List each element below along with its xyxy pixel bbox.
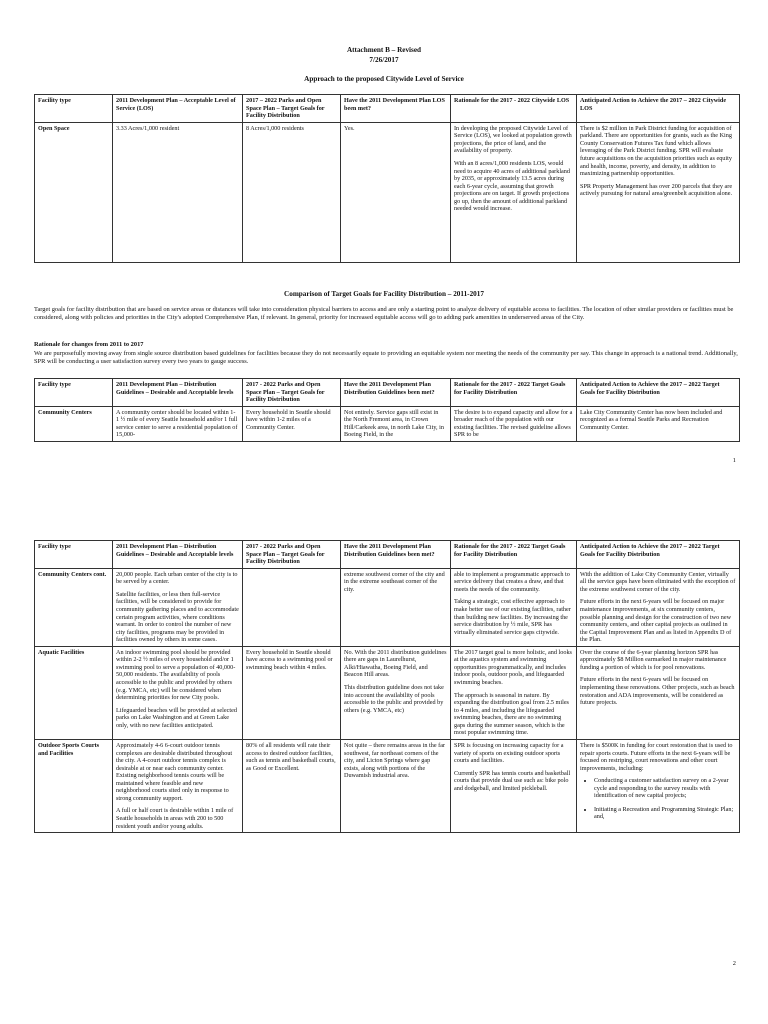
cell-paragraph: Currently SPR has tennis courts and basketball courts that provide dual use such as: bike polo and dodgeball, and limited pickleball. — [454, 769, 571, 792]
cell-met — [341, 646, 451, 739]
action-paragraph: There is $2 million in Park District funding for acquisition of parkland. There are opportunities for grants, such as the King County Conservation Futures Tax fund which allows leveraging of the Park District funding. SPR will evaluate future acquisitions on the acquisition priorities such as equity and health, income, poverty, and density, in addition to maximizing partnership opportunities. — [580, 124, 732, 178]
table-row — [35, 122, 740, 262]
cell-paragraph: able to implement a programmatic approach to service delivery that creates a draw, and that meets the needs of the community. — [454, 570, 570, 593]
cell-2011-guideline — [113, 739, 243, 832]
header-rationale: Rationale for the 2017 - 2022 Target Goals for Facility Distribution — [451, 541, 577, 569]
los-table — [34, 94, 740, 263]
list-item: • Initiating a Recreation and Programming Strategic Plan; and, — [594, 806, 736, 821]
cell-paragraph: An indoor swimming pool should be provided within 2-2 ½ miles of every household and/or 1 swimming pool to serve a population of 40,000-50,000 residents. The availability of pools accessible to the public and provided by others (e.g. YMCA, etc) will be considered when determining priorities for new City pools. — [116, 648, 236, 702]
cell-action — [577, 646, 740, 739]
cell-met: Not entirely. Service gaps still exist in the North Fremont area, in Crown Hill/Carkeek area, in north Lake City, in Boeing Field, in the — [341, 406, 451, 441]
cell-rationale — [451, 739, 577, 832]
header-2011-guidelines: 2011 Development Plan – Distribution Guidelines – Desirable and Acceptable levels — [113, 379, 243, 407]
cell-met: Yes. — [341, 122, 451, 262]
cell-action — [577, 122, 740, 262]
cell-2017-target — [243, 568, 341, 646]
cell-paragraph: 20,000 people. Each urban center of the city is to be served by a center. — [116, 570, 238, 586]
cell-2011-los: 3.33 Acres/1,000 resident — [113, 122, 243, 262]
cell-rationale — [451, 122, 577, 262]
table-header-row — [35, 541, 740, 569]
cell-rationale: The desire is to expand capacity and allow for a broader reach of the population with our existing facilities. The revised guideline allows SPR to be — [451, 406, 577, 441]
distribution-table-continued — [34, 540, 740, 833]
cell-paragraph: The approach is seasonal in nature. By expanding the distribution goal from 2.5 miles to 4 miles, and including the lifeguarded swimming beaches, there are no swimming gaps during the summer season, which is the most popular swimming time. — [454, 691, 569, 737]
header-2017-target: 2017 – 2022 Parks and Open Space Plan – Target Goals for Facility Distribution — [243, 95, 341, 123]
cell-2017-target: 8 Acres/1,000 residents — [243, 122, 341, 262]
cell-action: Lake City Community Center has now been included and recognized as a formal Seattle Parks and Recreation Community Center. — [577, 406, 740, 441]
attachment-title: Attachment B – Revised — [346, 46, 422, 54]
header-2017-target: 2017 - 2022 Parks and Open Space Plan – Target Goals for Facility Distribution — [243, 541, 341, 569]
header-action: Anticipated Action to Achieve the 2017 – 2022 Target Goals for Facility Distribution — [577, 541, 740, 569]
cell-2017-target: Every household in Seattle should have within 1-2 miles of a Community Center. — [243, 406, 341, 441]
cell-2011-guideline: A community center should be located within 1- 1 ½ mile of every Seattle household and/or 1 full service center to serve a residential population of 15,000- — [113, 406, 243, 441]
los-section-title: Approach to the proposed Citywide Level of Service — [304, 75, 464, 83]
action-paragraph: SPR Property Management has over 200 parcels that they are actively pursuing for natural area/greenbelt acquisition alone. — [580, 182, 733, 198]
cell-2011-guideline — [113, 568, 243, 646]
header-met: Have the 2011 Development Plan Distribution Guidelines been met? — [341, 541, 451, 569]
header-2011-los: 2011 Development Plan – Acceptable Level of Service (LOS) — [113, 95, 243, 123]
cell-paragraph: This distribution guideline does not take into account the availability of pools accessible to the public and provided by others (e.g. YMCA, etc) — [344, 684, 444, 714]
cell-paragraph: Satellite facilities, or less then full-service facilities, will be considered to provide for community gathering places and to accommodate certain program activities, where conditions warrant. In order to control the number of new city facilities, programs may be provided in facilities owned by others in some cases. — [116, 590, 239, 644]
header-rationale: Rationale for the 2017 - 2022 Citywide LOS — [451, 95, 577, 123]
page-1 — [0, 0, 768, 470]
rationale-paragraph: In developing the proposed Citywide Level of Service (LOS), we looked at population growth projections, the price of land, and the availability of property. — [454, 124, 572, 155]
action-bullet-list — [594, 777, 736, 821]
rationale-heading: Rationale for changes from 2011 to 2017 — [34, 341, 144, 348]
header-facility-type: Facility type — [35, 95, 113, 123]
cell-paragraph: Approximately 4-6 6-court outdoor tennis complexes are desirable distributed throughout the city. A 4-court outdoor tennis complex is desirable at or near each community center. Existing neighborhood tennis courts will be maintained where feasible and new neighborhood courts sited only in response to strong community support. — [116, 741, 233, 802]
cell-rationale — [451, 646, 577, 739]
page-number: 1 — [732, 457, 736, 464]
page-separator — [0, 470, 768, 482]
cell-rationale — [451, 568, 577, 646]
cell-paragraph: A full or half court is desirable within 1 mile of Seattle households in areas with 200 to 500 resident youth and/or young adults. — [116, 807, 234, 830]
header-2011-guidelines: 2011 Development Plan – Distribution Guidelines – Desirable and Acceptable levels — [113, 541, 243, 569]
facility-aquatic: Aquatic Facilities — [35, 646, 113, 739]
cell-met: extreme southwest corner of the city and in the extreme southeast corner of the city. — [341, 568, 451, 646]
cell-2017-target: 80% of all residents will rate their access to desired outdoor facilities, such as tennis and basketball courts, as Good or Excellent. — [243, 739, 341, 832]
table-header-row — [35, 379, 740, 407]
header-facility-type: Facility type — [35, 379, 113, 407]
table-row — [35, 739, 740, 832]
header-met: Have the 2011 Development Plan Distribution Guidelines been met? — [341, 379, 451, 407]
cell-paragraph: There is $500K in funding for court restoration that is used to repair sports courts. Future efforts in the next 6-years will be focused on restriping, court renovations and other court improvements, including: — [580, 741, 733, 772]
intro-paragraph: Target goals for facility distribution that are based on service areas or distances will take into consideration physical barriers to access and are only a starting point to analyze delivery of equitable access to facilities. The location of other similar providers or facilities must be considered, along with policies and priorities in the City's adopted Comprehensive Plan, if relevant. In general, priority for increased equitable access will go to adding park amenities in underserved areas of the City. — [34, 306, 734, 321]
rationale-paragraph: We are purposefully moving away from single source distribution based guidelines for facilities because they do not necessarily equate to providing an equitable system nor meeting the needs of the community per say. This change in approach is a national trend. Additionally, SPR will be conducting a user satisfaction survey every two years to gauge success. — [34, 350, 738, 365]
table-row — [35, 568, 740, 646]
cell-action — [577, 739, 740, 832]
header-2017-target: 2017 - 2022 Parks and Open Space Plan – Target Goals for Facility Distribution — [243, 379, 341, 407]
rationale-paragraph: With an 8 acres/1,000 residents LOS, would need to acquire 40 acres of additional parkland by 2035, or approximately 13.5 acres during each 6-year cycle, assuming that growth projections are on target. If growth projections go up, then the amount of additional parkland needed would increase. — [454, 159, 570, 213]
table-row — [35, 646, 740, 739]
header-rationale: Rationale for the 2017 - 2022 Target Goals for Facility Distribution — [451, 379, 577, 407]
facility-community-centers-cont: Community Centers cont. — [35, 568, 113, 646]
facility-community-centers: Community Centers — [35, 406, 113, 441]
cell-met: Not quite – there remains areas in the far southwest, far northeast corners of the city, and Licton Springs where gap exists, along with portions of the Duwamish industrial area. — [341, 739, 451, 832]
cell-paragraph: The 2017 target goal is more holistic, and looks at the aquatics system and swimming opportunities programmatically, and includes indoor pools, outdoor pools, and lifeguarded swimming beaches. — [454, 648, 572, 686]
facility-open-space: Open Space — [35, 122, 113, 262]
header-action: Anticipated Action to Achieve the 2017 – 2022 Target Goals for Facility Distribution — [577, 379, 740, 407]
cell-paragraph: With the addition of Lake City Community Center, virtually all the service gaps have been eliminated with the exception of the extreme southwest corner of the city. — [580, 570, 736, 593]
distribution-table — [34, 378, 740, 442]
cell-action — [577, 568, 740, 646]
page-number: 2 — [732, 960, 736, 967]
cell-paragraph: Future efforts in the next 6-years will be focused on major maintenance improvements, at six community centers, possible planning and design for the construction of two new community centers, and other capital projects as outlined in the Capital Improvement Plan and as listed in Appendix D of the Plan. — [580, 598, 732, 644]
cell-paragraph: Taking a strategic, cost effective approach to make better use of our existing facilities, rather than building new facilities. By increasing the service distribution by ½ mile, SPR has virtually eliminated service gaps citywide. — [454, 598, 571, 636]
document-date: 7/26/2017 — [369, 56, 399, 64]
cell-paragraph: No. With the 2011 distribution guidelines there are gaps in Laurelhurst, Alki/Hiawatha, Boeing Field, and Beacon Hill areas. — [344, 648, 447, 679]
cell-2017-target: Every household in Seattle should have access to a swimming pool or swimming beach within 4 miles. — [243, 646, 341, 739]
header-met: Have the 2011 Development Plan LOS been met? — [341, 95, 451, 123]
table-header-row — [35, 95, 740, 123]
cell-2011-guideline — [113, 646, 243, 739]
comparison-title: Comparison of Target Goals for Facility Distribution – 2011-2017 — [284, 290, 484, 298]
cell-paragraph: Lifeguarded beaches will be provided at selected parks on Lake Washington and at Green Lake only, with no new facilities anticipated. — [116, 706, 237, 729]
facility-outdoor-sports: Outdoor Sports Courts and Facilities — [35, 739, 113, 832]
header-facility-type: Facility type — [35, 541, 113, 569]
table-row — [35, 406, 740, 441]
cell-paragraph: Future efforts in the next 6-years will be focused on implementing these renovations. Other projects, such as beach restoration and ADA improvements, will be considered as future projects. — [580, 676, 735, 707]
header-action: Anticipated Action to Achieve the 2017 – 2022 Citywide LOS — [577, 95, 740, 123]
cell-paragraph: SPR is focusing on increasing capacity for a variety of sports on existing outdoor sports courts and facilities. — [454, 741, 564, 765]
page-2 — [0, 482, 768, 1024]
cell-paragraph: Over the course of the 6-year planning horizon SPR has approximately $8 Million earmarked in major maintenance funding a portion of which is for pool renovations. — [580, 648, 727, 671]
list-item: • Conducting a customer satisfaction survey on a 2-year cycle and responding to the survey results with identification of new capital projects; — [594, 777, 736, 800]
